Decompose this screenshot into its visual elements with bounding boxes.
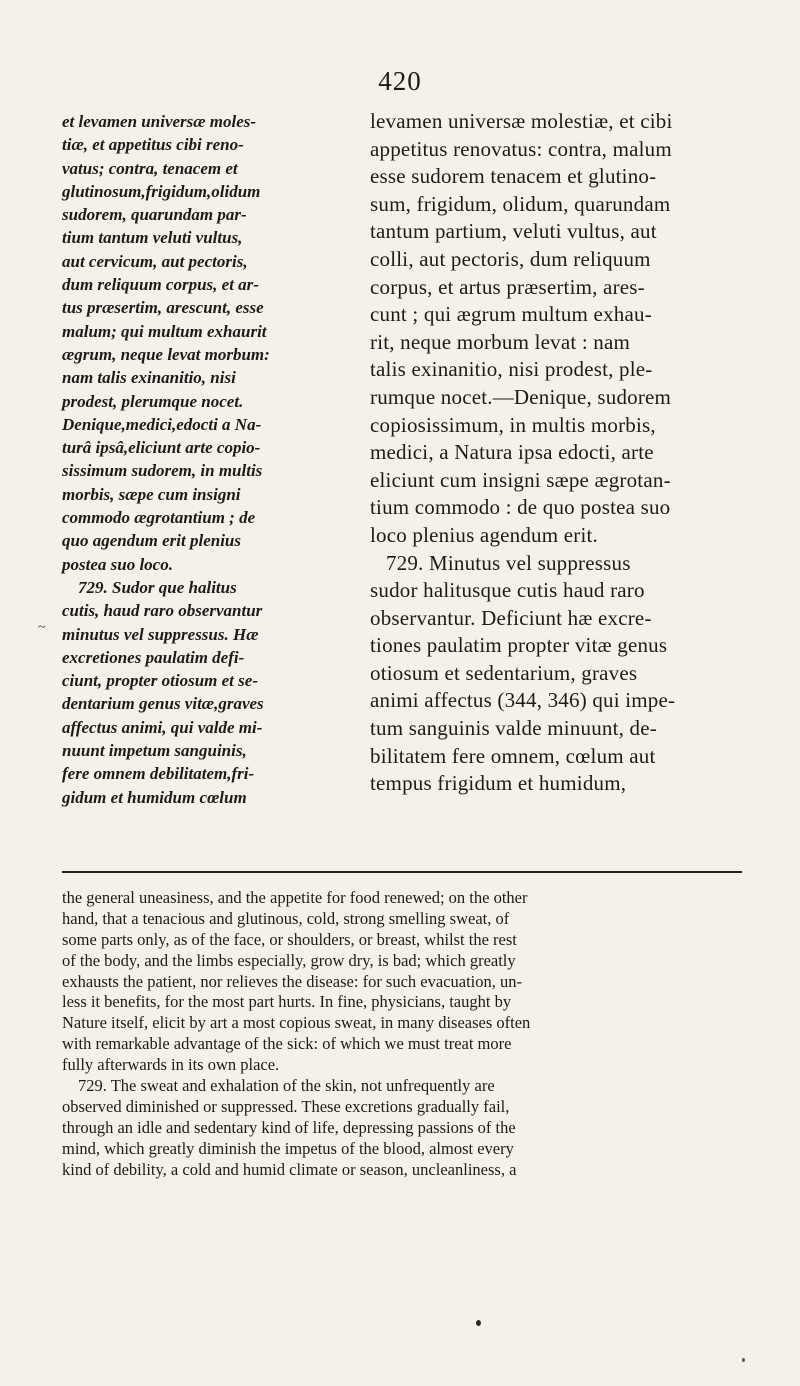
latin-note-line: affectus animi, qui valde mi- <box>62 717 263 737</box>
translation-line: the general uneasiness, and the appetite for food renewed; on the other <box>62 888 528 907</box>
translation-line: mind, which greatly diminish the impetus of the blood, almost every <box>62 1138 514 1158</box>
latin-text-line: sudor halitusque cutis haud raro <box>370 578 645 603</box>
translation-line: through an idle and sedentary kind of life, depressing passions of the <box>62 1117 516 1137</box>
translation-line: less it benefits, for the most part hurts. In fine, physicians, taught by <box>62 992 512 1012</box>
translation-line: of the body, and the limbs especially, grow dry, is bad; which greatly <box>62 950 516 970</box>
latin-text-line: rit, neque morbum levat : nam <box>370 329 631 354</box>
latin-note-line: turâ ipsâ,eliciunt arte copio- <box>62 438 261 458</box>
latin-text-line: tempus frigidum et humidum, <box>370 771 627 796</box>
latin-text-line: talis exinanitio, nisi prodest, ple- <box>370 357 653 382</box>
latin-main-column <box>370 108 742 798</box>
latin-text-line: cunt ; qui ægrum multum exhau- <box>370 302 652 327</box>
latin-note-line: fere omnem debilitatem,fri- <box>62 764 255 784</box>
latin-note-line: ciunt, propter otiosum et se- <box>62 671 258 691</box>
latin-text-line: levamen universæ molestiæ, et cibi <box>370 109 673 133</box>
latin-note-line: cutis, haud raro observantur <box>62 601 263 621</box>
latin-text-line: sum, frigidum, olidum, quarundam <box>370 191 671 216</box>
latin-text-line: appetitus renovatus: contra, malum <box>370 136 672 161</box>
latin-note-line: nuunt impetum sanguinis, <box>62 741 247 761</box>
latin-text-line: 729. Minutus vel suppressus <box>386 550 631 575</box>
latin-note-line: glutinosum,frigidum,olidum <box>62 181 261 201</box>
translation-line: 729. The sweat and exhalation of the skin, not unfrequently are <box>78 1076 495 1096</box>
ink-speck <box>742 1358 745 1362</box>
translation-line: exhausts the patient, nor relieves the disease: for such evacuation, un- <box>62 971 523 991</box>
latin-text-line: esse sudorem tenacem et glutino- <box>370 164 657 189</box>
latin-note-line: quo agendum erit plenius <box>62 531 242 551</box>
latin-note-line: excretiones paulatim defi- <box>62 647 245 667</box>
latin-note-line: nam talis exinanitio, nisi <box>62 368 236 388</box>
latin-text-line: tiones paulatim propter vitæ genus <box>370 633 668 658</box>
ink-speck <box>476 1320 481 1326</box>
latin-note-line: dum reliquum corpus, et ar- <box>62 275 259 295</box>
latin-note-line: prodest, plerumque nocet. <box>62 391 244 411</box>
latin-note-line: minutus vel suppressus. Hæ <box>62 624 259 644</box>
english-translation <box>62 888 752 1180</box>
latin-text-line: eliciunt cum insigni sæpe ægrotan- <box>370 467 671 492</box>
latin-note-line: ægrum, neque levat morbum: <box>62 344 270 364</box>
translation-line: with remarkable advantage of the sick: of which we must treat more <box>62 1034 512 1054</box>
translation-line: kind of debility, a cold and humid climate or season, uncleanliness, a <box>62 1159 517 1179</box>
latin-text-line: observantur. Deficiunt hæ excre- <box>370 605 652 630</box>
latin-note-line: tiæ, et appetitus cibi reno- <box>62 135 244 155</box>
latin-note-line: postea suo loco. <box>62 554 173 574</box>
translation-line: hand, that a tenacious and glutinous, cold, strong smelling sweat, of <box>62 908 510 928</box>
latin-note-line: sissimum sudorem, in multis <box>62 461 263 481</box>
translation-line: Nature itself, elicit by art a most copious sweat, in many diseases often <box>62 1013 531 1033</box>
latin-note-line: 729. Sudor que halitus <box>78 577 237 597</box>
latin-text-line: tium commodo : de quo postea suo <box>370 495 671 520</box>
latin-text-line: copiosissimum, in multis morbis, <box>370 412 656 437</box>
latin-text-line: tum sanguinis valde minuunt, de- <box>370 716 657 741</box>
latin-text-line: rumque nocet.—Denique, sudorem <box>370 384 672 409</box>
page-number: 420 <box>378 66 422 96</box>
latin-note-line: aut cervicum, aut pectoris, <box>62 251 248 271</box>
latin-text-line: loco plenius agendum erit. <box>370 522 598 547</box>
latin-note-line: Denique,medici,edocti a Na- <box>62 414 262 434</box>
latin-text-line: colli, aut pectoris, dum reliquum <box>370 246 651 271</box>
translation-line: observed diminished or suppressed. These excretions gradually fail, <box>62 1096 510 1116</box>
latin-note-line: morbis, sæpe cum insigni <box>62 484 241 504</box>
latin-note-line: sudorem, quarundam par- <box>62 205 247 225</box>
translation-line: fully afterwards in its own place. <box>62 1055 280 1075</box>
latin-note-line: commodo ægrotantium ; de <box>62 508 256 528</box>
latin-text-line: tantum partium, veluti vultus, aut <box>370 219 657 244</box>
latin-note-line: dentarium genus vitæ,graves <box>62 694 264 714</box>
latin-text-line: corpus, et artus præsertim, ares- <box>370 274 645 299</box>
latin-text-line: medici, a Natura ipsa edocti, arte <box>370 440 654 465</box>
latin-note-line: tium tantum veluti vultus, <box>62 228 243 248</box>
latin-text-line: bilitatem fere omnem, cœlum aut <box>370 743 656 768</box>
section-divider <box>62 871 742 873</box>
latin-text-line: otiosum et sedentarium, graves <box>370 660 638 685</box>
latin-note-line: gidum et humidum cœlum <box>62 787 247 807</box>
latin-note-line: malum; qui multum exhaurit <box>62 321 267 341</box>
margin-mark: ~ <box>38 620 46 635</box>
latin-note-line: vatus; contra, tenacem et <box>62 158 238 178</box>
latin-note-line: et levamen universæ moles- <box>62 112 257 131</box>
latin-text-line: animi affectus (344, 346) qui impe- <box>370 688 676 713</box>
translation-line: some parts only, as of the face, or shoulders, or breast, whilst the rest <box>62 929 517 949</box>
latin-notes-column <box>62 110 356 809</box>
latin-note-line: tus præsertim, arescunt, esse <box>62 298 264 318</box>
